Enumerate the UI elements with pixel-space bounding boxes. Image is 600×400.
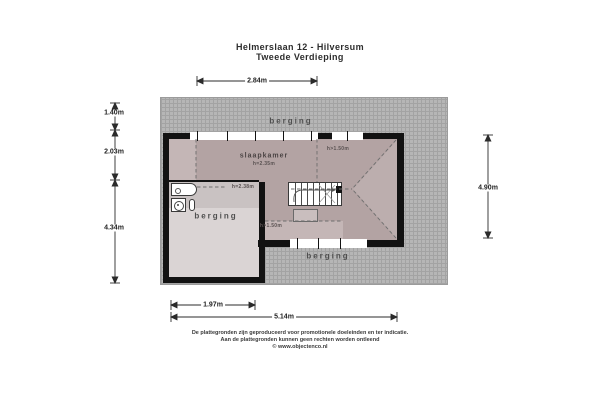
dimension-bottom-1: 1.97m bbox=[203, 301, 223, 309]
wall-right bbox=[397, 133, 404, 247]
height-note-bottom-slope: h>1.50m bbox=[259, 223, 283, 229]
wall-right-berging bbox=[259, 182, 265, 283]
dimension-bottom-2: 5.14m bbox=[274, 313, 294, 321]
disclaimer-line-3: © www.objectenco.nl bbox=[272, 344, 328, 350]
stair-newel-post bbox=[336, 186, 342, 193]
staircase bbox=[288, 182, 342, 206]
height-note-right-slope: h>1.50m bbox=[326, 146, 350, 152]
page-subtitle: Tweede Verdieping bbox=[256, 52, 344, 62]
dimension-left-2: 2.03m bbox=[104, 148, 124, 156]
dimension-left-3: 4.34m bbox=[104, 224, 124, 232]
room-label-berging-top: berging bbox=[269, 116, 313, 126]
room-label-berging-bottom: berging bbox=[306, 251, 350, 261]
window-band-bottom bbox=[290, 239, 367, 248]
disclaimer-line-2: Aan de plattegronden kunnen geen rechten worden ontleend bbox=[220, 337, 380, 343]
room-label-berging-left: berging bbox=[194, 211, 238, 221]
height-note-bath-area: h=2.38m bbox=[231, 184, 255, 190]
bathtub-icon bbox=[171, 183, 197, 196]
page-title: Helmerslaan 12 - Hilversum bbox=[236, 42, 364, 52]
window-band-top bbox=[190, 132, 318, 140]
dimension-left-1: 1.40m bbox=[104, 109, 124, 117]
room-label-slaapkamer: slaapkamer bbox=[239, 152, 289, 160]
height-note-slaapkamer: h=2.35m bbox=[252, 161, 276, 167]
wall-left-berging bbox=[163, 180, 169, 283]
dimension-top: 2.84m bbox=[247, 77, 267, 85]
wall-bottom-berging bbox=[163, 277, 265, 283]
low-ceiling-zone-left bbox=[169, 139, 196, 182]
chimney-void bbox=[293, 209, 318, 222]
dimension-right: 4.90m bbox=[478, 184, 498, 192]
title-block bbox=[0, 42, 600, 62]
washing-machine-icon bbox=[171, 198, 186, 212]
wall-berging-top-line bbox=[169, 180, 259, 182]
wall-left-upper bbox=[163, 133, 169, 182]
window-band-top-right bbox=[332, 132, 363, 140]
disclaimer-line-1: De plattegronden zijn geproduceerd voor promotionele doeleinden en ter indicatie. bbox=[191, 330, 409, 336]
disclaimer-block bbox=[0, 330, 600, 351]
boiler-icon bbox=[189, 199, 195, 211]
